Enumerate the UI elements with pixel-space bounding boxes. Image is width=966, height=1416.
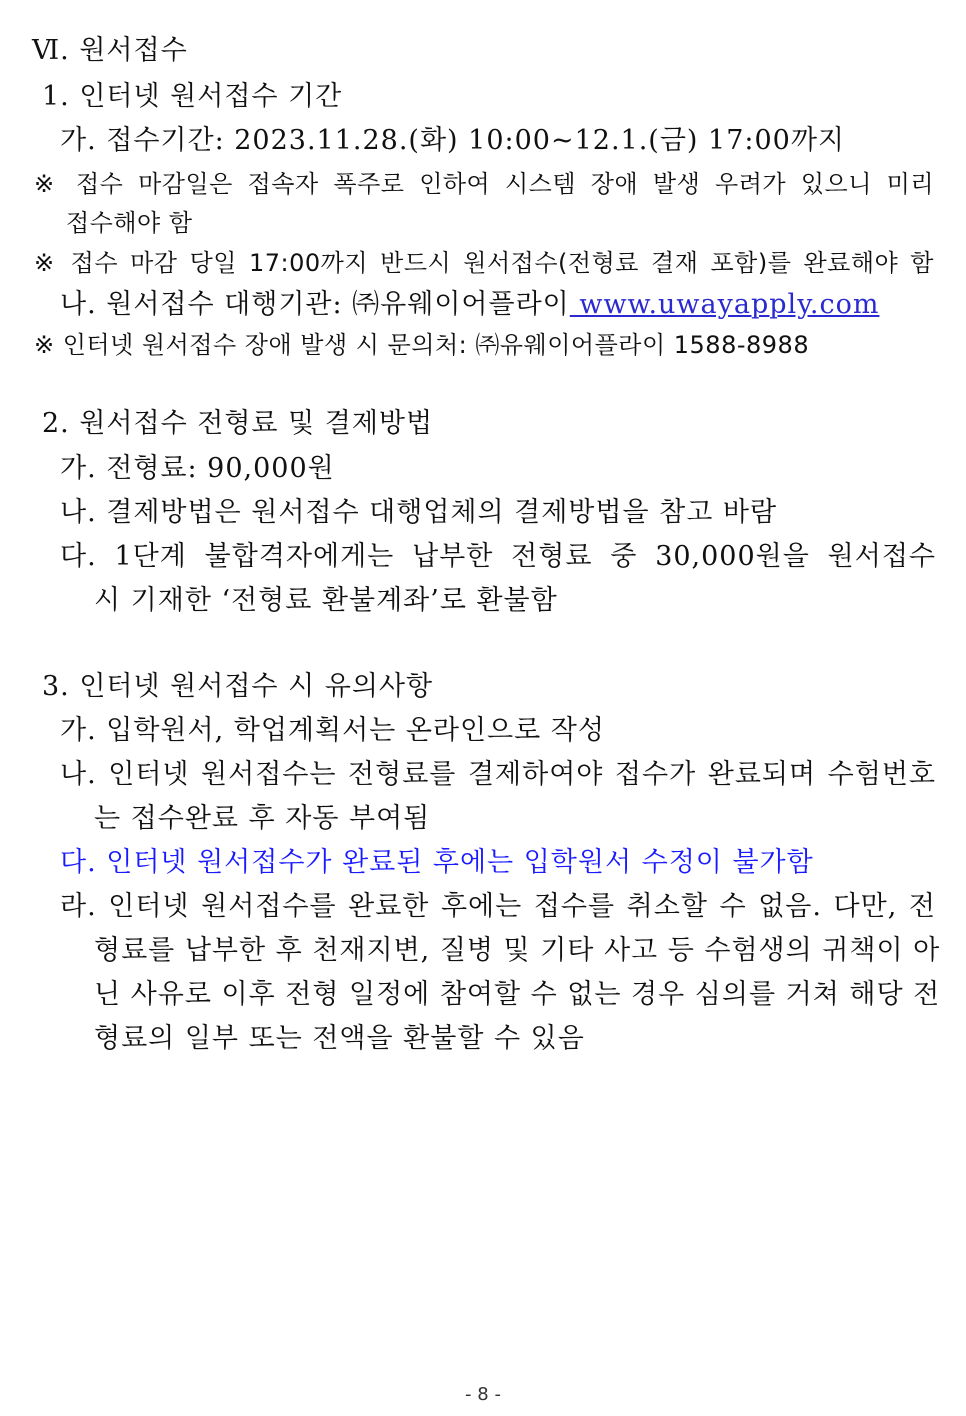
contact-notice: ※ 인터넷 원서접수 장애 발생 시 문의처: ㈜유웨이어플라이 1588-8988: [34, 331, 810, 359]
deadline-notice-line2: 접수해야 함: [66, 209, 193, 237]
agency-label: 나. 원서접수 대행기관: ㈜유웨이어플라이: [60, 289, 570, 320]
deadline-day-notice: ※ 접수 마감 당일 17:00까지 반드시 원서접수(전형료 결재 포함)를 완료해야 함: [34, 249, 934, 277]
deadline-notice-line1: ※ 접수 마감일은 접속자 폭주로 인하여 시스템 장애 발생 우려가 있으니 미리: [34, 170, 934, 198]
note-a: 가. 입학원서, 학업계획서는 온라인으로 작성: [60, 715, 605, 746]
payment-line: 나. 결제방법은 원서접수 대행업체의 결제방법을 참고 바람: [60, 497, 778, 528]
refund-line2: 시 기재한 ‘전형료 환불계좌’로 환불함: [94, 585, 558, 616]
note-c-highlight: 다. 인터넷 원서접수가 완료된 후에는 입학원서 수정이 불가함: [60, 847, 814, 878]
agency-line: [60, 282, 879, 321]
note-b-line2: 는 접수완료 후 자동 부여됨: [94, 803, 431, 834]
note-d-line3: 닌 사유로 이후 전형 일정에 참여할 수 없는 경우 심의를 거쳐 해당 전: [94, 979, 941, 1010]
item3-heading: 3. 인터넷 원서접수 시 유의사항: [42, 671, 434, 702]
note-b-line1: 나. 인터넷 원서접수는 전형료를 결제하여야 접수가 완료되며 수험번호: [60, 759, 936, 790]
application-period: 가. 접수기간: 2023.11.28.(화) 10:00~12.1.(금) 17:00까지: [60, 125, 845, 156]
page-number: - 8 -: [465, 1384, 501, 1405]
agency-website-link[interactable]: www.uwayapply.com: [569, 289, 880, 320]
fee-line: 가. 전형료: 90,000원: [60, 453, 335, 484]
note-d-line2: 형료를 납부한 후 천재지변, 질병 및 기타 사고 등 수험생의 귀책이 아: [94, 935, 941, 966]
section-heading: Ⅵ. 원서접수: [32, 35, 188, 66]
item2-heading: 2. 원서접수 전형료 및 결제방법: [42, 408, 434, 439]
item1-heading: 1. 인터넷 원서접수 기간: [42, 81, 343, 112]
refund-line1: 다. 1단계 불합격자에게는 납부한 전형료 중 30,000원을 원서접수: [60, 541, 936, 572]
note-d-line1: 라. 인터넷 원서접수를 완료한 후에는 접수를 취소할 수 없음. 다만, 전: [60, 891, 936, 922]
note-d-line4: 형료의 일부 또는 전액을 환불할 수 있음: [94, 1023, 585, 1054]
